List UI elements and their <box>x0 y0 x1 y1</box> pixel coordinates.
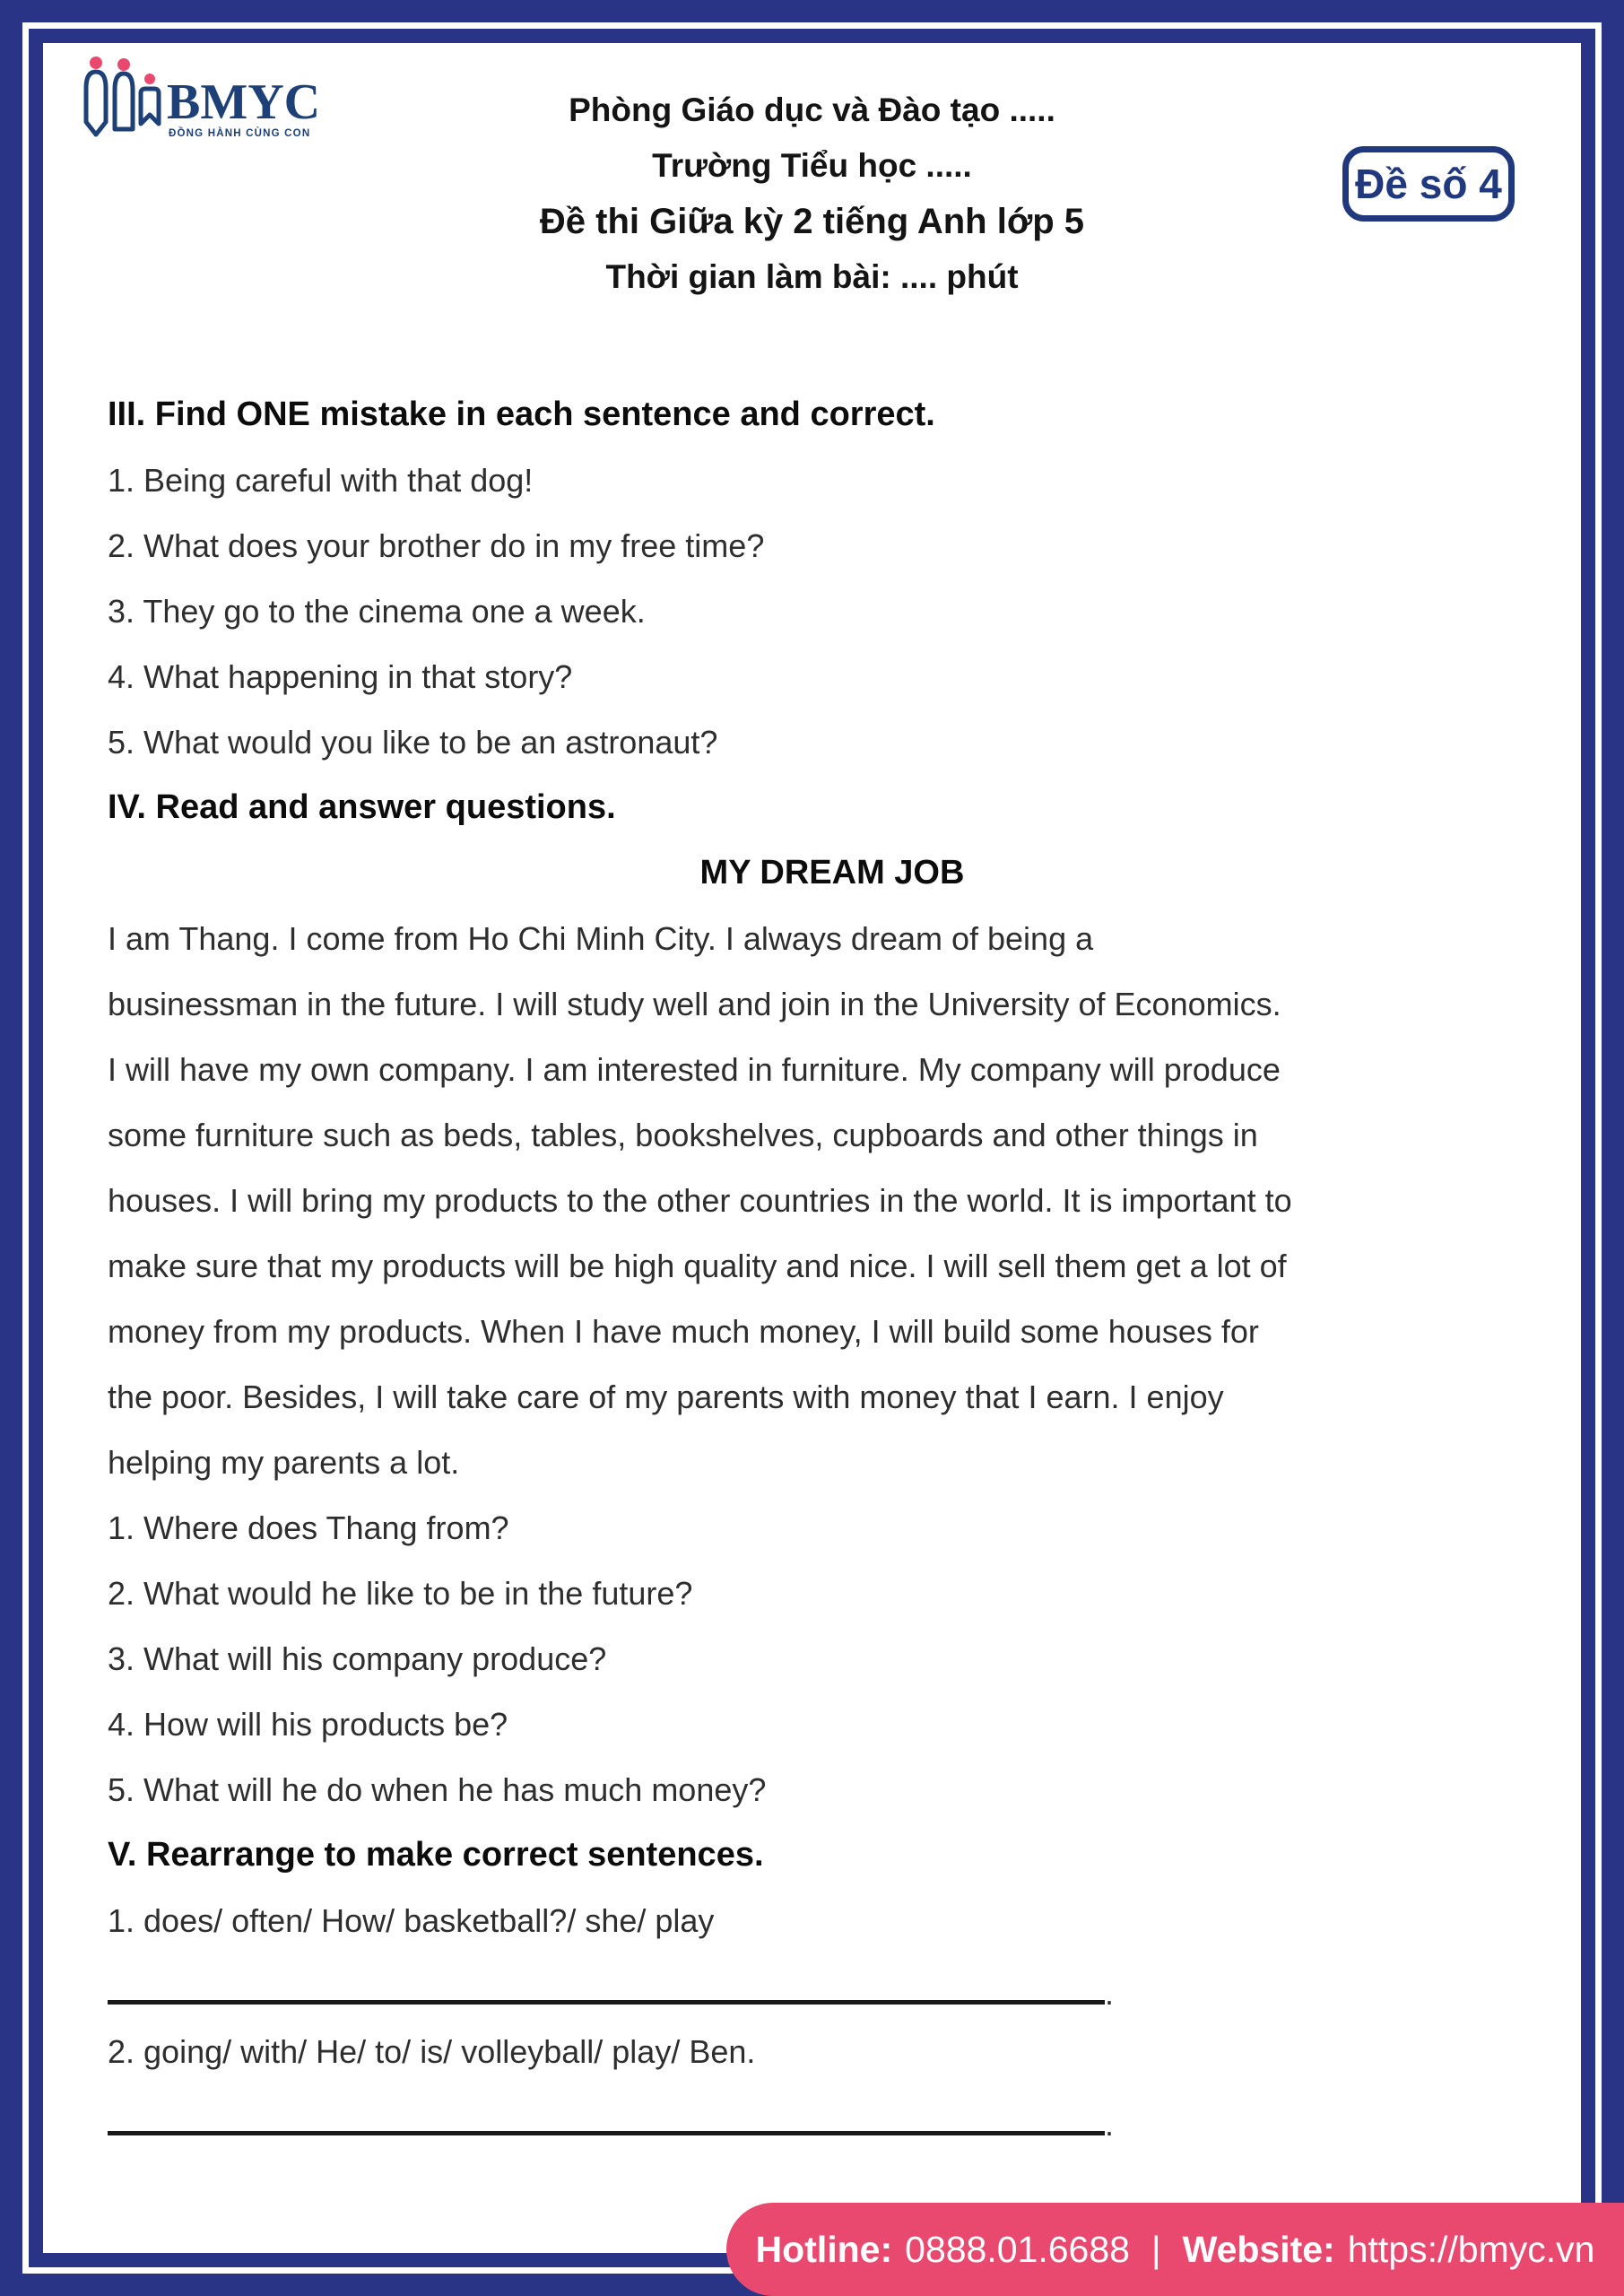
passage-line-4: some furniture such as beds, tables, bookshelves, cupboards and other things in <box>108 1117 1258 1153</box>
passage-line-8: the poor. Besides, I will take care of my parents with money that I earn. I enjoy <box>108 1378 1224 1415</box>
answer-line-period: . <box>1105 1975 1115 2012</box>
reading-title: MY DREAM JOB <box>699 854 965 891</box>
website-url[interactable]: https://bmyc.vn <box>1347 2228 1595 2270</box>
passage-line-9: helping my parents a lot. <box>108 1444 460 1481</box>
section3-heading: III. Find ONE mistake in each sentence and correct. <box>108 396 935 433</box>
person-ribbon-icon <box>141 89 159 124</box>
section3-item-1: 1. Being careful with that dog! <box>108 462 534 499</box>
answer-line <box>108 2084 1105 2135</box>
header-department: Phòng Giáo dục và Đào tạo ..... <box>569 91 1055 128</box>
bmyc-logo <box>79 56 321 154</box>
person-pencil-icon <box>86 72 106 135</box>
header-duration: Thời gian làm bài: .... phút <box>605 258 1019 295</box>
answer-line <box>108 1953 1105 2005</box>
hotline-label: Hotline: <box>755 2228 893 2270</box>
exam-header <box>305 83 1319 305</box>
reading-question-5: 5. What will he do when he has much money? <box>108 1771 767 1808</box>
header-exam-title: Đề thi Giữa kỳ 2 tiếng Anh lớp 5 <box>539 202 1085 241</box>
section3-item-2: 2. What does your brother do in my free time? <box>108 527 765 564</box>
section3-item-5: 5. What would you like to be an astronaut? <box>108 724 718 761</box>
answer-line-period: . <box>1105 2106 1115 2143</box>
reading-question-3: 3. What will his company produce? <box>108 1640 607 1677</box>
section3-item-4: 4. What happening in that story? <box>108 658 573 695</box>
hotline-number: 0888.01.6688 <box>905 2228 1130 2270</box>
section4-heading: IV. Read and answer questions. <box>108 788 616 826</box>
website-label: Website: <box>1182 2228 1335 2270</box>
passage-line-5: houses. I will bring my products to the other countries in the world. It is important to <box>108 1182 1292 1219</box>
section5-heading: V. Rearrange to make correct sentences. <box>108 1836 764 1874</box>
passage-line-6: make sure that my products will be high quality and nice. I will sell them get a lot of <box>108 1248 1287 1284</box>
section3-item-3: 3. They go to the cinema one a week. <box>108 593 646 630</box>
answer-blank-1 <box>108 1953 1557 2019</box>
header-school: Trường Tiểu học ..... <box>652 147 972 184</box>
passage-line-7: money from my products. When I have much money, I will build some houses for <box>108 1313 1259 1350</box>
answer-blank-2 <box>108 2084 1557 2150</box>
footer-separator: | <box>1151 2228 1161 2270</box>
logo-tagline-text: ĐỒNG HÀNH CÙNG CON <box>169 128 311 139</box>
passage-line-2: businessman in the future. I will study well and join in the University of Economics. <box>108 986 1281 1022</box>
reading-question-1: 1. Where does Thang from? <box>108 1509 509 1546</box>
section5-item-2: 2. going/ with/ He/ to/ is/ volleyball/ play/ Ben. <box>108 2033 756 2070</box>
exam-number-badge: Đề số 4 <box>1342 146 1515 222</box>
passage-line-1: I am Thang. I come from Ho Chi Minh City. I always dream of being a <box>108 920 1094 957</box>
section5-item-1: 1. does/ often/ How/ basketball?/ she/ play <box>108 1902 715 1939</box>
footer-contact-bar <box>726 2203 1624 2296</box>
reading-question-4: 4. How will his products be? <box>108 1706 508 1743</box>
person-tall-icon <box>115 74 133 129</box>
exam-body <box>108 382 1557 2150</box>
passage-line-3: I will have my own company. I am interested in furniture. My company will produce <box>108 1051 1281 1088</box>
reading-question-2: 2. What would he like to be in the future? <box>108 1575 693 1612</box>
logo-brand-text: BMYC <box>167 74 321 130</box>
